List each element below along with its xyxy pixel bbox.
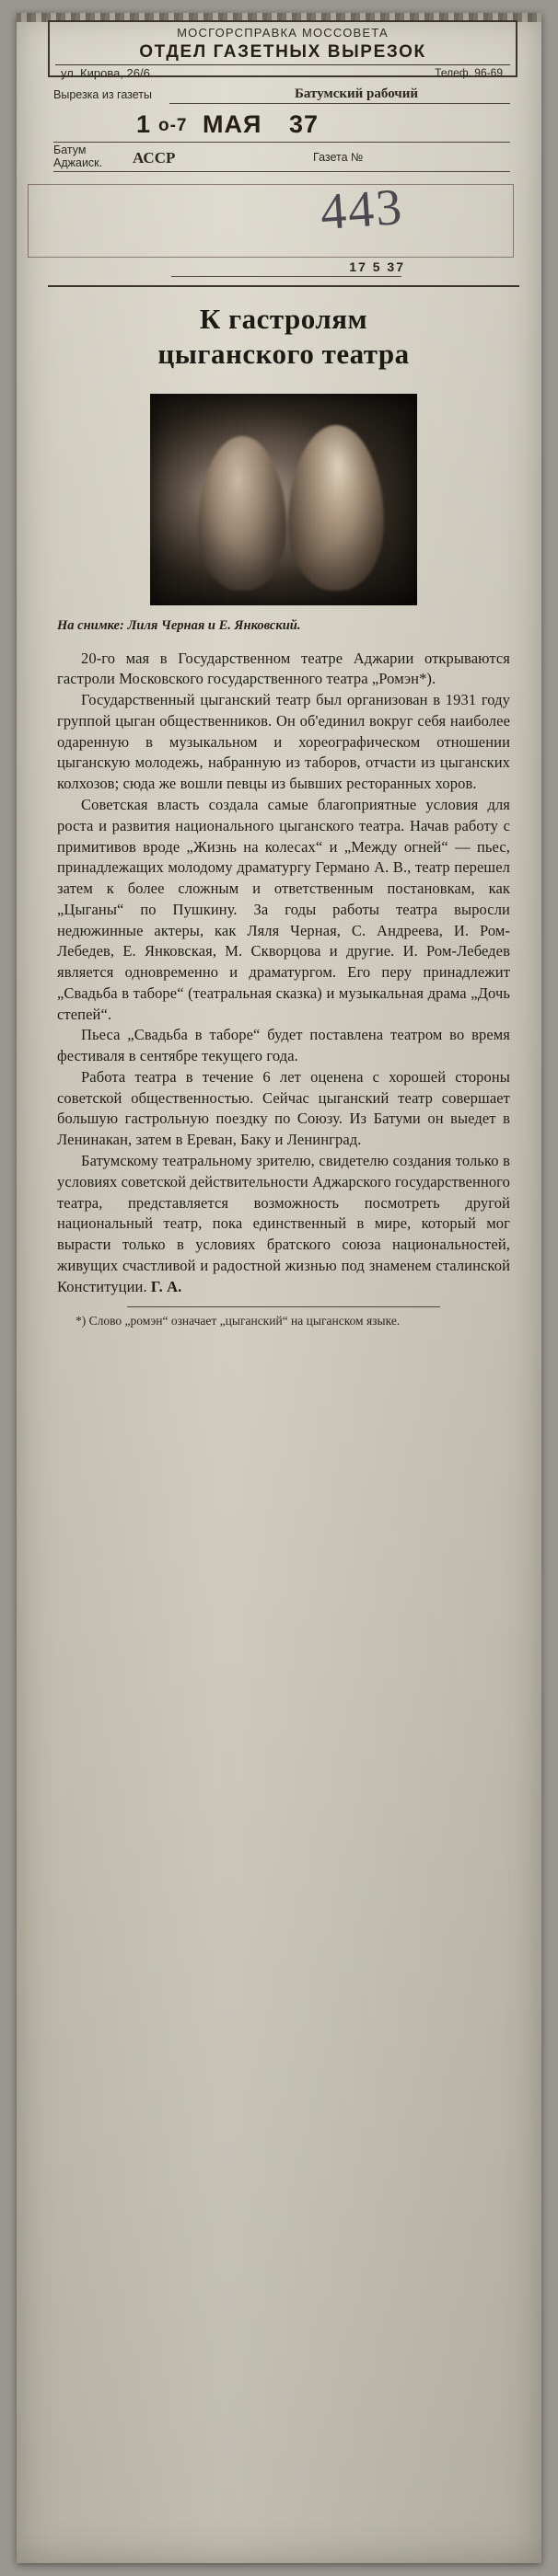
newspaper-clipping-sheet	[17, 13, 541, 2563]
article-footnote	[57, 1313, 510, 1329]
form-bottom-underline	[53, 171, 510, 172]
article-top-rule	[48, 285, 519, 287]
date-stamp-underline	[171, 276, 401, 277]
region-label: Аджаиск.	[53, 156, 103, 169]
article-body	[48, 289, 519, 1329]
region-value: АССР	[133, 149, 176, 167]
article-paragraph-text: Батумскому театральному зрителю, свидетелю создания только в условиях советской действительности Аджарского государственного театра, представляется возможность посмотреть другой национальный театр, пока единственный в мире, который мог вырасти только в условиях братского союза национальностей, живущих счастливой и радостной жизнью под знаменем сталинской Конституции.	[57, 1152, 510, 1295]
date-received-stamp: 17 5 37	[349, 259, 405, 274]
article-paragraph: Работа театра в течение 6 лет оценена с хорошей стороны советской общественностью. Сейчас цыганский театр совершает большую гастрольную поездку по Союзу. Из Батуми он выедет в Ленинакан, затем в Ереван, Баку и Ленинград.	[57, 1067, 510, 1149]
headline-line-2: цыганского театра	[157, 337, 410, 370]
clipping-form-fields	[48, 88, 517, 184]
photo-image	[150, 394, 417, 605]
pencil-annotation-box	[28, 184, 514, 258]
photo-caption: На снимке: Лиля Черная и Е. Янковский.	[57, 617, 301, 633]
clipping-source-label: Вырезка из газеты	[53, 88, 152, 101]
stamp-divider	[55, 64, 510, 65]
article-paragraph: 20-го мая в Государственном театре Аджарии открываются гастроли Московского государственного театра „Ромэн*).	[57, 649, 510, 688]
clipping-date-underline	[53, 142, 510, 143]
footnote-rule	[127, 1306, 440, 1307]
article-photo	[150, 394, 417, 605]
clipping-month-value: МАЯ	[203, 110, 262, 138]
article-paragraph-last	[57, 1151, 510, 1297]
handwritten-number: 443	[318, 178, 406, 242]
clipping-day-value: 1	[136, 110, 152, 138]
paper-number-label: Газета №	[313, 151, 364, 164]
clipping-day-range: о-7	[158, 116, 188, 135]
city-label: Батум	[53, 144, 87, 156]
footnote-text: *) Слово „ромэн“ означает „цыганский“ на цыганском языке.	[76, 1314, 401, 1328]
bureau-phone: Телеф. 96-69	[435, 66, 503, 79]
bureau-org-line: МОСГОРСПРАВКА МОССОВЕТА	[177, 26, 389, 40]
article-paragraph: Пьеса „Свадьба в таборе“ будет поставлена театром во время фестиваля в сентябре текущего года.	[57, 1026, 510, 1065]
newspaper-name-value: Батумский рабочий	[295, 86, 419, 101]
bureau-department-line: ОТДЕЛ ГАЗЕТНЫХ ВЫРЕЗОК	[139, 42, 426, 62]
clipping-year-value: 37	[289, 110, 320, 138]
photo-vignette-overlay	[150, 394, 417, 605]
clipping-bureau-stamp	[48, 20, 517, 80]
article-headline	[48, 289, 519, 377]
article-paragraph: Советская власть создала самые благоприятные условия для роста и развития национального цыганского театра. Начав работу с примитивов вроде „Жизнь на колесах“ и „Между огней“ — пьес, принадлежащих молодому драматургу Германо А. В., театр перешел затем к более сложным и ответственным постановкам, как „Цыганы“ по Пушкину. За годы работы театра выросли недюжинные актеры, как Ляля Черная, С. Андреева, И. Ром-Лебедев, Е. Янковская, М. Скворцова и другие. И. Ром-Лебедев является одновременно и драматургом. Его перу принадлежит „Свадьба в таборе“ (театральная сказка) и музыкальная драма „Дочь степей“.	[57, 795, 510, 1023]
clipping-source-underline	[169, 103, 510, 104]
headline-line-1: К гастролям	[199, 303, 368, 335]
article-text	[57, 649, 510, 1298]
article-paragraph: Государственный цыганский театр был организован в 1931 году группой цыган общественников. Он об'единил вокруг себя наиболее одаренную в музыкальном и хореографическом отношении цыганскую молодежь, набранную из таборов, отчасти из цыганских колхозов; сюда же вошли певцы из бывших ресторанных хоров.	[57, 691, 510, 793]
bureau-address: ул. Кирова, 26/6.	[61, 66, 154, 80]
article-signature: Г. А.	[150, 1277, 182, 1295]
